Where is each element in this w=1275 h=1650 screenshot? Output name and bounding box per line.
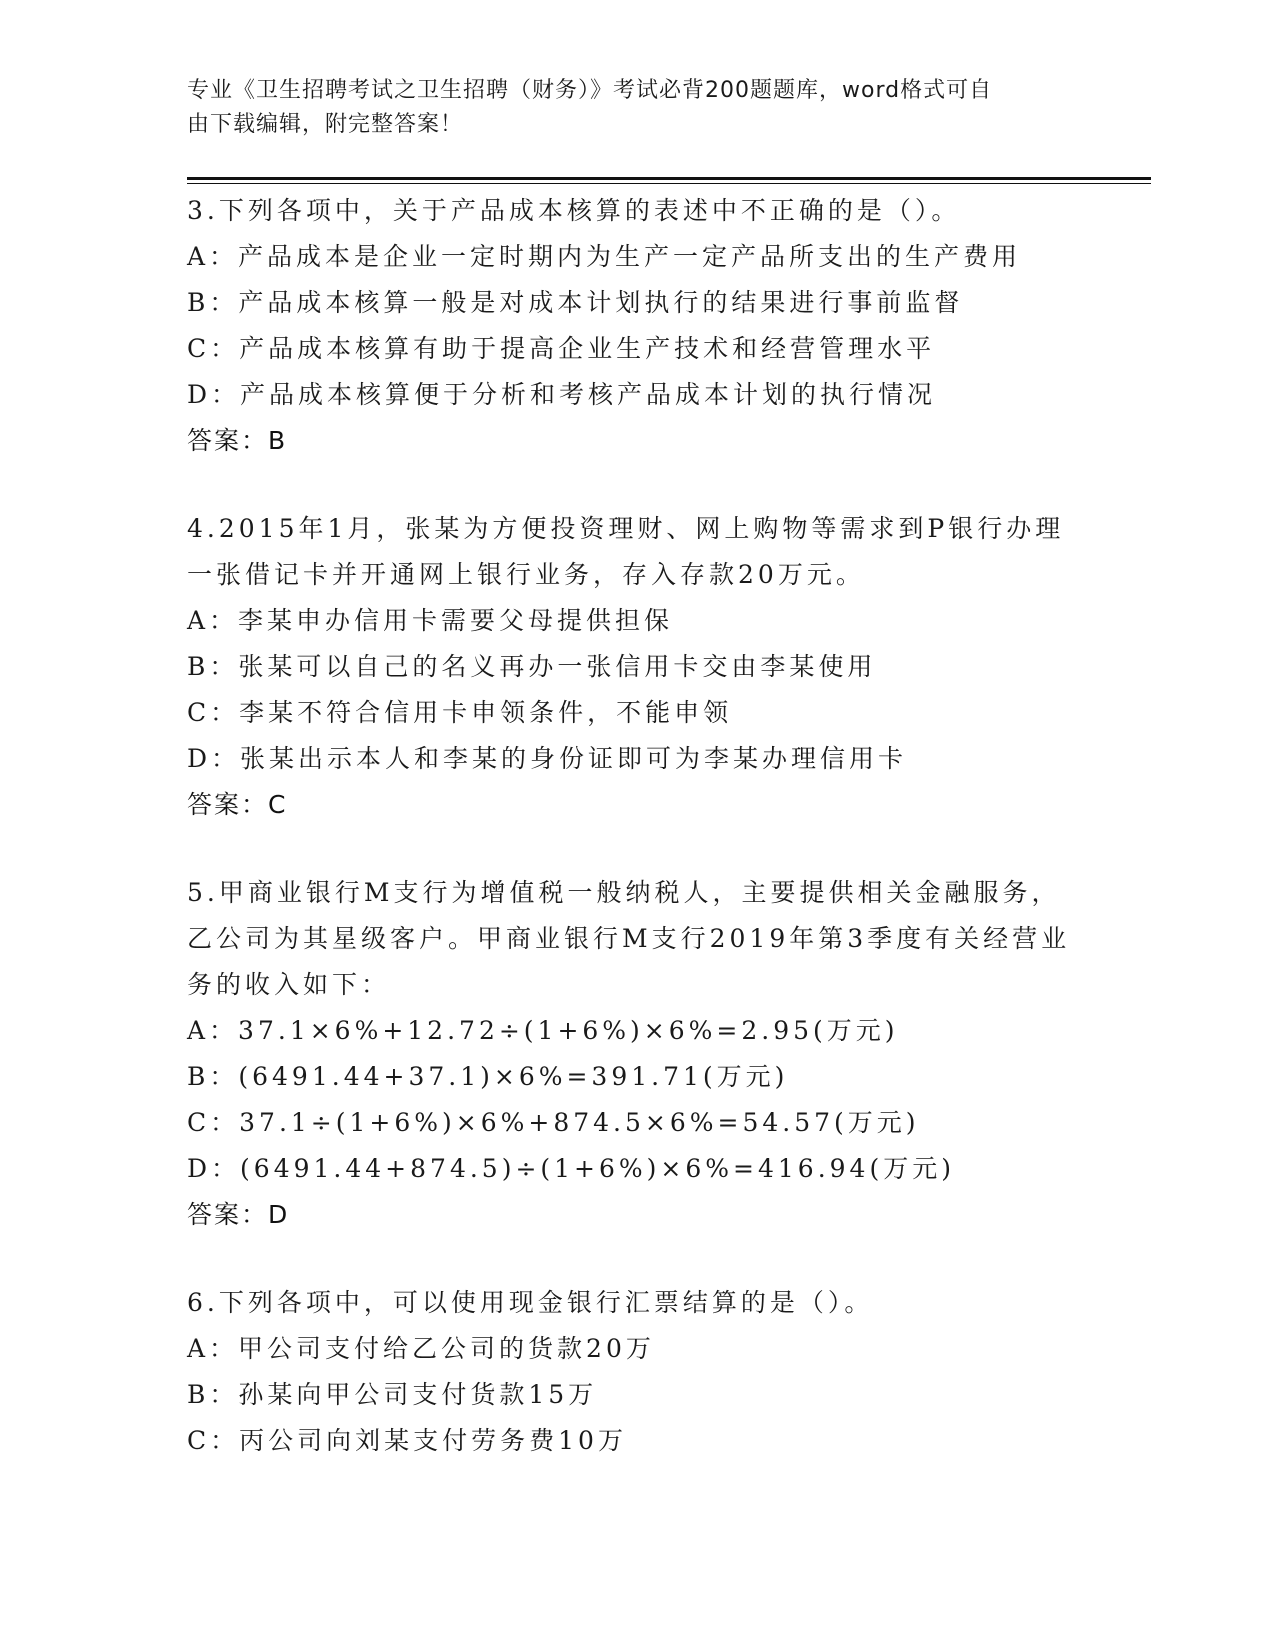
option-d: D：产品成本核算便于分析和考核产品成本计划的执行情况 xyxy=(187,380,937,409)
question-stem: 5.甲商业银行M支行为增值税一般纳税人，主要提供相关金融服务， xyxy=(187,878,1061,907)
option-c: C：丙公司向刘某支付劳务费10万 xyxy=(187,1426,627,1455)
answer-line: 答案：B xyxy=(187,426,288,455)
header-line-1: 专业《卫生招聘考试之卫生招聘（财务）》考试必背200题题库，word格式可自 xyxy=(187,78,993,103)
header-divider-thin xyxy=(187,183,1151,184)
option-c: C：37.1÷(1+6%)×6%+874.5×6%=54.57(万元) xyxy=(187,1108,920,1137)
question-4 xyxy=(187,506,1087,828)
option-b: B：张某可以自己的名义再办一张信用卡交由李某使用 xyxy=(187,652,877,681)
answer-line: 答案：C xyxy=(187,790,288,819)
answer-line: 答案：D xyxy=(187,1200,290,1229)
option-a: A：甲公司支付给乙公司的货款20万 xyxy=(187,1334,655,1363)
question-stem-continued: 乙公司为其星级客户。甲商业银行M支行2019年第3季度有关经营业 xyxy=(187,924,1071,953)
option-b: B：产品成本核算一般是对成本计划执行的结果进行事前监督 xyxy=(187,288,964,317)
option-d: D：张某出示本人和李某的身份证即可为李某办理信用卡 xyxy=(187,744,908,773)
question-stem: 4.2015年1月，张某为方便投资理财、网上购物等需求到P银行办理 xyxy=(187,514,1065,543)
option-b: B：孙某向甲公司支付货款15万 xyxy=(187,1380,598,1409)
option-a: A：37.1×6%+12.72÷(1+6%)×6%=2.95(万元) xyxy=(187,1016,899,1045)
question-stem: 6.下列各项中，可以使用现金银行汇票结算的是（）。 xyxy=(187,1288,874,1317)
option-d: D：(6491.44+874.5)÷(1+6%)×6%=416.94(万元) xyxy=(187,1154,955,1183)
question-5 xyxy=(187,870,1087,1238)
header-line-2: 由下载编辑，附完整答案！ xyxy=(187,112,464,137)
header-divider-thick xyxy=(187,177,1151,180)
question-stem: 3.下列各项中，关于产品成本核算的表述中不正确的是（）。 xyxy=(187,196,961,225)
question-3 xyxy=(187,188,1087,464)
option-b: B：(6491.44+37.1)×6%=391.71(万元) xyxy=(187,1062,789,1091)
option-c: C：李某不符合信用卡申领条件，不能申领 xyxy=(187,698,733,727)
option-a: A：李某申办信用卡需要父母提供担保 xyxy=(187,606,674,635)
question-stem-continued: 一张借记卡并开通网上银行业务，存入存款20万元。 xyxy=(187,560,865,589)
question-stem-continued: 务的收入如下： xyxy=(187,970,391,999)
option-a: A：产品成本是企业一定时期内为生产一定产品所支出的生产费用 xyxy=(187,242,1022,271)
option-c: C：产品成本核算有助于提高企业生产技术和经营管理水平 xyxy=(187,334,936,363)
document-header xyxy=(187,74,1067,142)
question-6 xyxy=(187,1280,1087,1464)
